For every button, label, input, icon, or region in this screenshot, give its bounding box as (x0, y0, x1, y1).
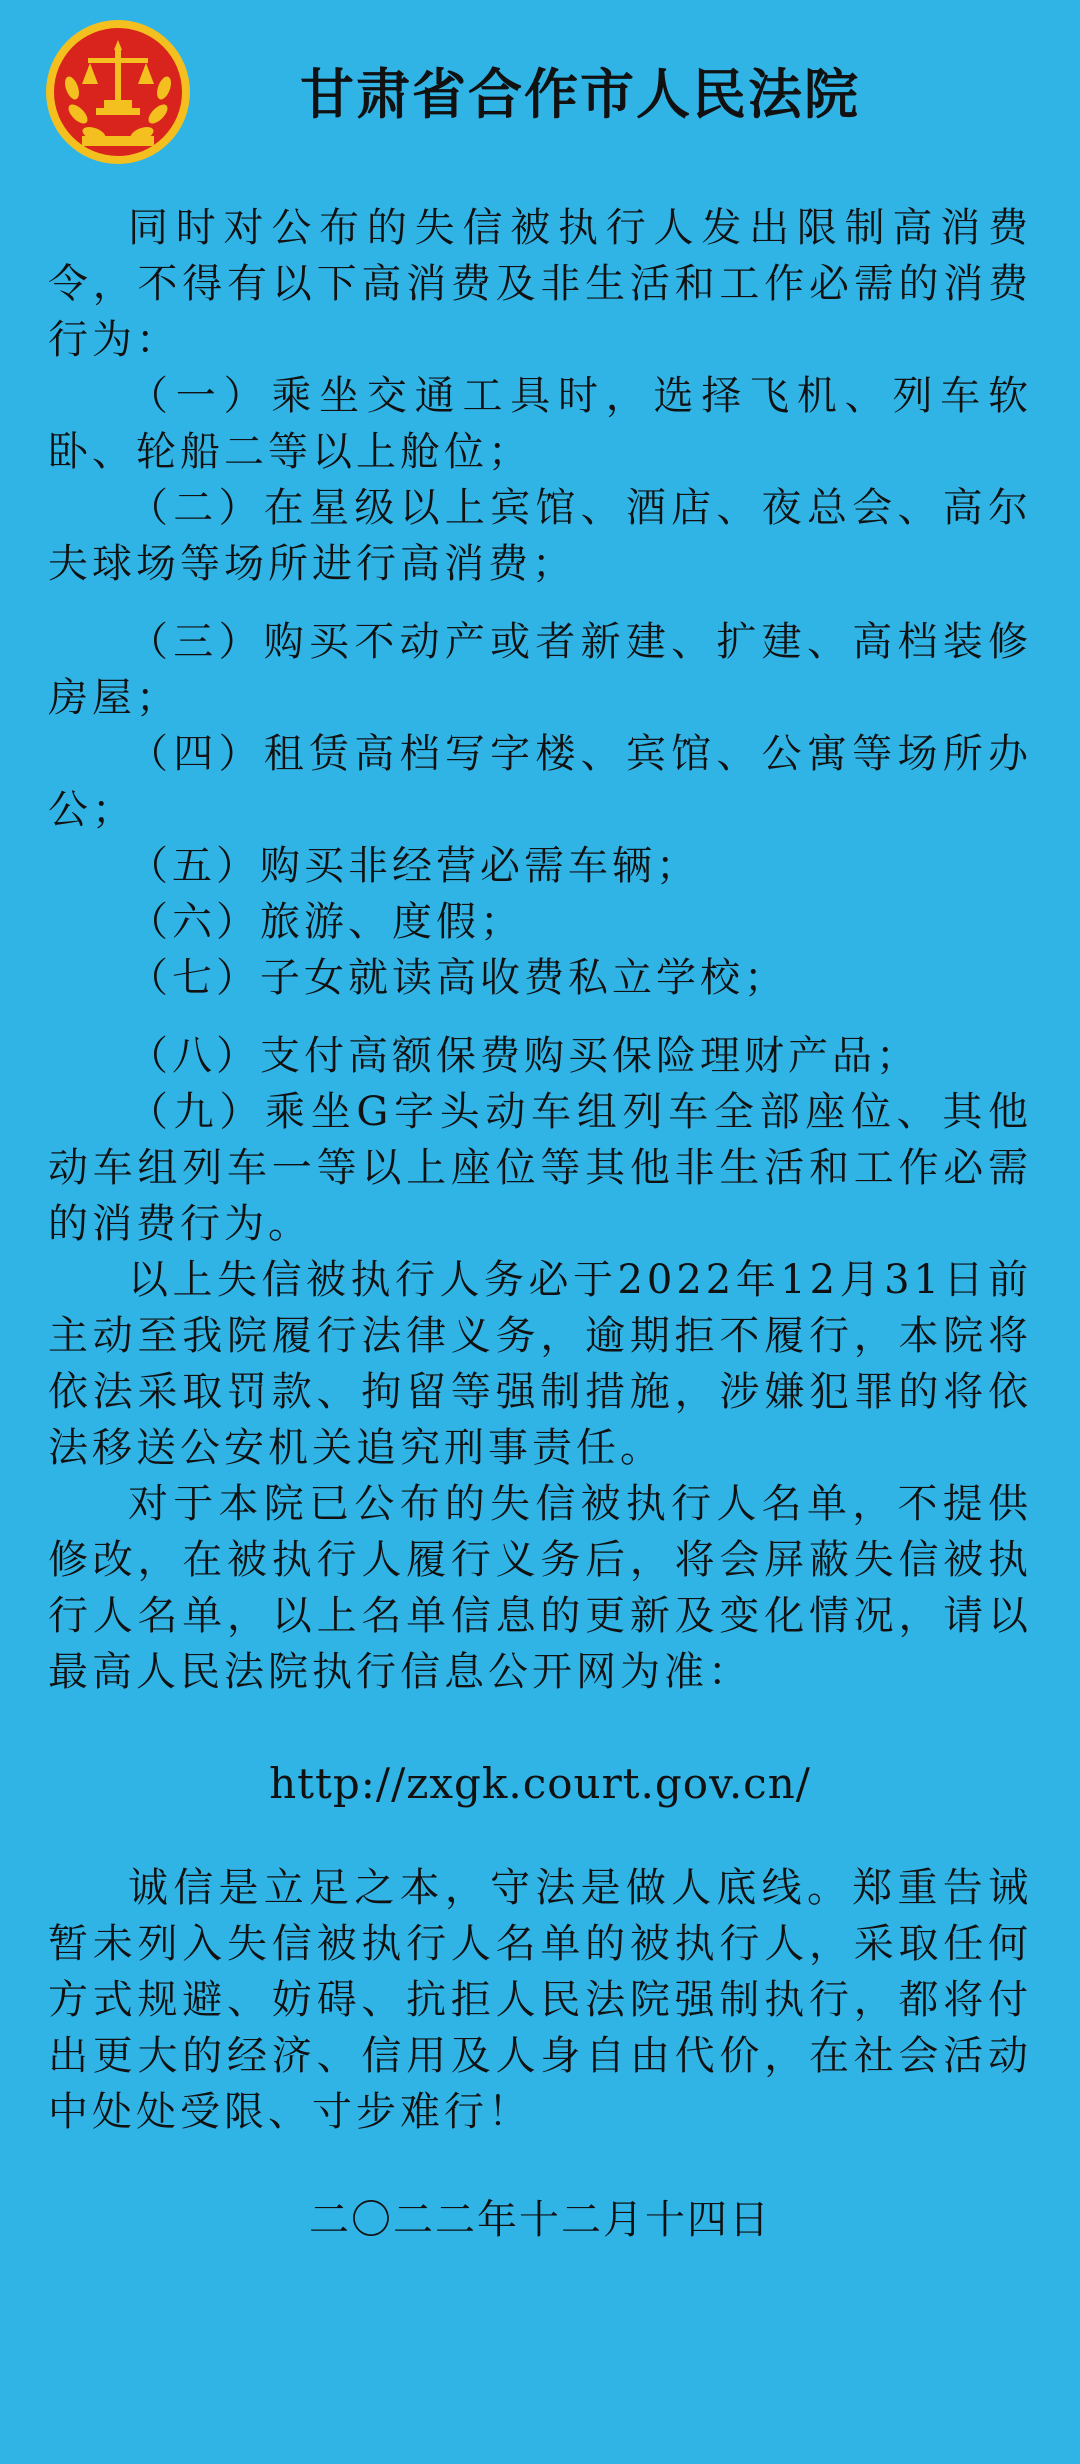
restriction-item-5: （五）购买非经营必需车辆； (128, 843, 700, 889)
restriction-item-8: （八）支付高额保费购买保险理财产品； (128, 1033, 920, 1079)
notice-body (48, 200, 1032, 2248)
deadline-paragraph: 以上失信被执行人务必于2022年12月31日前主动至我院履行法律义务，逾期拒不履行，本院将依法采取罚款、拘留等强制措施，涉嫌犯罪的将依法移送公安机关追究刑事责任。 (48, 1257, 1032, 1471)
court-website-url: http://zxgk.court.gov.cn/ (269, 1759, 811, 1808)
intro-paragraph: 同时对公布的失信被执行人发出限制高消费令，不得有以下高消费及非生活和工作必需的消费行为： (48, 205, 1032, 363)
restriction-item-1: （一）乘坐交通工具时，选择飞机、列车软卧、轮船二等以上舱位； (48, 373, 1032, 475)
restriction-item-6: （六）旅游、度假； (128, 899, 524, 945)
list-notice-paragraph: 对于本院已公布的失信被执行人名单，不提供修改，在被执行人履行义务后，将会屏蔽失信被执行人名单，以上名单信息的更新及变化情况，请以最高人民法院执行信息公开网为准： (48, 1481, 1032, 1695)
restriction-item-2: （二）在星级以上宾馆、酒店、夜总会、高尔夫球场等场所进行高消费； (48, 485, 1032, 587)
notice-date: 二〇二二年十二月十四日 (309, 2197, 771, 2243)
restriction-item-4: （四）租赁高档写字楼、宾馆、公寓等场所办公； (48, 731, 1032, 833)
restriction-item-9: （九）乘坐G字头动车组列车全部座位、其他动车组列车一等以上座位等其他非生活和工作必需的消费行为。 (48, 1089, 1032, 1247)
restriction-item-7: （七）子女就读高收费私立学校； (128, 955, 788, 1001)
court-name-title: 甘肃省合作市人民法院 (300, 63, 860, 126)
restriction-item-3: （三）购买不动产或者新建、扩建、高档装修房屋； (48, 619, 1032, 721)
warning-paragraph: 诚信是立足之本，守法是做人底线。郑重告诫暂未列入失信被执行人名单的被执行人，采取任何方式规避、妨碍、抗拒人民法院强制执行，都将付出更大的经济、信用及人身自由代价，在社会活动中处处受限、寸步难行！ (48, 1865, 1032, 2135)
